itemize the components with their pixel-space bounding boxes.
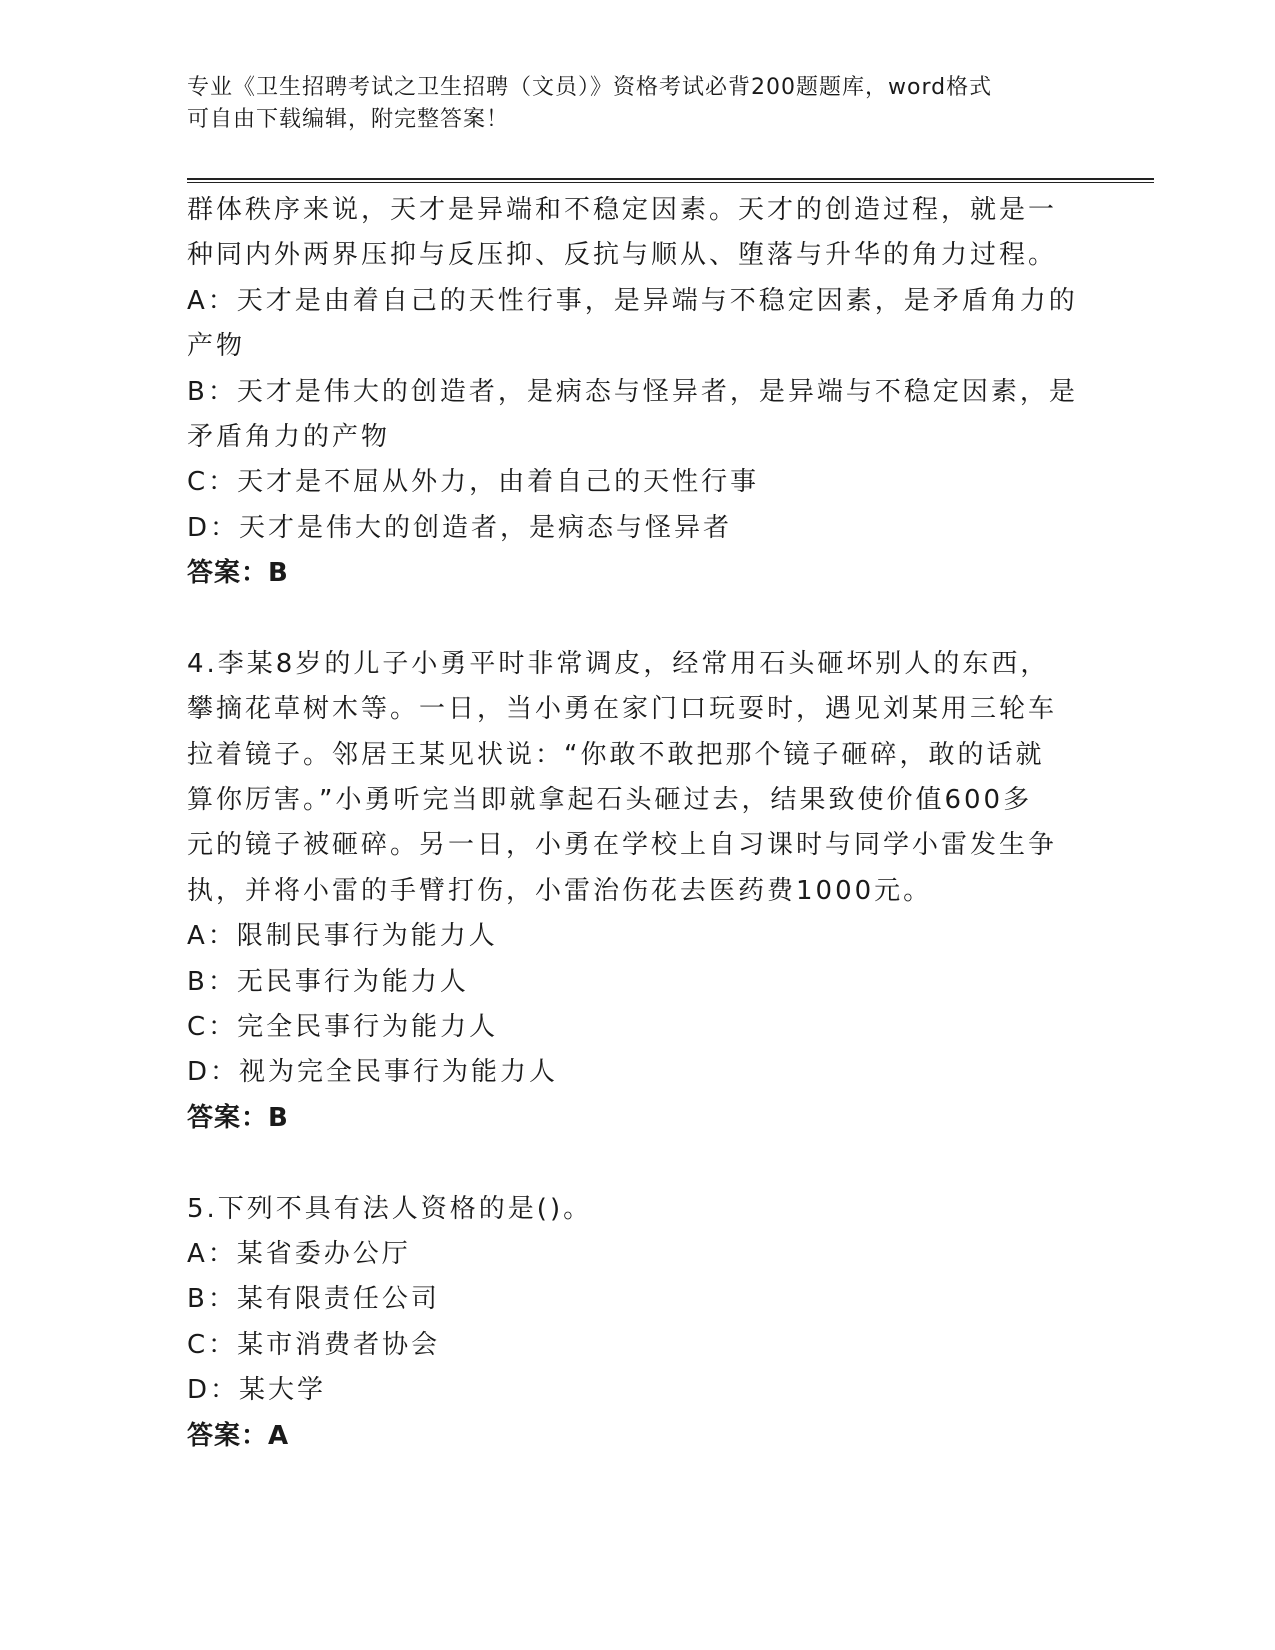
header-line-1: 专业《卫生招聘考试之卫生招聘（文员）》资格考试必背200题题库，word格式 — [187, 75, 993, 100]
spacer — [187, 1141, 1087, 1186]
option-a: A：限制民事行为能力人 — [187, 921, 498, 952]
answer-label: 答案：B — [187, 558, 289, 589]
answer-label: 答案：B — [187, 1102, 289, 1133]
document-body — [187, 188, 1087, 1459]
spacer — [187, 597, 1087, 642]
question-stem-line: 种同内外两界压抑与反压抑、反抗与顺从、堕落与升华的角力过程。 — [187, 240, 1058, 271]
question-3 — [187, 188, 1087, 597]
question-stem-line: 4.李某8岁的儿子小勇平时非常调皮，经常用石头砸坏别人的东西， — [187, 648, 1050, 679]
option-d: D：视为完全民事行为能力人 — [187, 1057, 559, 1088]
option-b-line: 矛盾角力的产物 — [187, 421, 391, 452]
header-rule-thick — [187, 178, 1154, 180]
option-a: A：某省委办公厅 — [187, 1238, 411, 1269]
option-a-line: A：天才是由着自己的天性行事，是异端与不稳定因素，是矛盾角力的 — [187, 285, 1078, 316]
question-4 — [187, 642, 1087, 1141]
option-b-line: B：天才是伟大的创造者，是病态与怪异者，是异端与不稳定因素，是 — [187, 376, 1078, 407]
option-b: B：某有限责任公司 — [187, 1284, 440, 1315]
question-stem-line: 元的镜子被砸碎。另一日，小勇在学校上自习课时与同学小雷发生争 — [187, 830, 1058, 861]
header-rule-thin — [187, 182, 1154, 183]
question-stem-line: 拉着镜子。邻居王某见状说：“你敢不敢把那个镜子砸碎，敢的话就 — [187, 739, 1045, 770]
question-stem: 5.下列不具有法人资格的是()。 — [187, 1193, 593, 1224]
question-stem-line: 群体秩序来说，天才是异端和不稳定因素。天才的创造过程，就是一 — [187, 195, 1058, 225]
option-c: C：完全民事行为能力人 — [187, 1012, 499, 1043]
option-d: D：某大学 — [187, 1375, 327, 1406]
option-c: C：天才是不屈从外力，由着自己的天性行事 — [187, 467, 760, 498]
option-c: C：某市消费者协会 — [187, 1329, 441, 1360]
question-stem-line: 执，并将小雷的手臂打伤，小雷治伤花去医药费1000元。 — [187, 875, 933, 906]
question-stem-line: 攀摘花草树木等。一日，当小勇在家门口玩耍时，遇见刘某用三轮车 — [187, 694, 1058, 725]
answer-label: 答案：A — [187, 1420, 290, 1451]
option-d: D：天才是伟大的创造者，是病态与怪异者 — [187, 512, 733, 543]
option-b: B：无民事行为能力人 — [187, 966, 469, 997]
option-a-line: 产物 — [187, 331, 246, 362]
question-stem-line: 算你厉害。”小勇听完当即就拿起石头砸过去，结果致使价值600多 — [187, 785, 1033, 816]
document-header — [187, 72, 1067, 136]
header-line-2: 可自由下载编辑，附完整答案！ — [187, 107, 510, 132]
question-5 — [187, 1187, 1087, 1459]
